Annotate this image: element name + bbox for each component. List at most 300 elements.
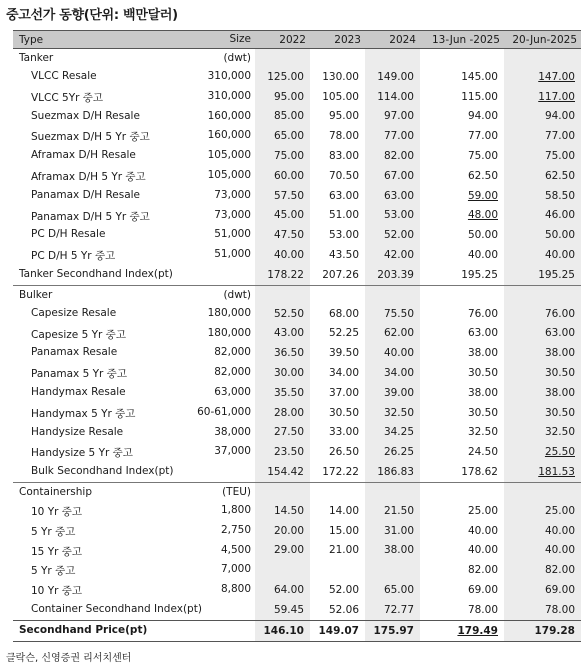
table-row [13, 126, 581, 146]
value-text: 145.00 [461, 70, 498, 83]
value-cell [504, 560, 581, 580]
table-row [13, 186, 581, 206]
table-row [13, 343, 581, 363]
value-text: 38.00 [544, 386, 575, 399]
value-text: 62.50 [544, 169, 575, 182]
value-cell [420, 600, 504, 620]
value-cell [255, 560, 310, 580]
value-text: 114.00 [377, 90, 414, 103]
value-text: 82.00 [383, 150, 414, 163]
value-cell [310, 403, 365, 423]
value-cell [504, 206, 581, 226]
value-text: 43.00 [273, 327, 304, 340]
value-cell [420, 245, 504, 265]
table-row [13, 245, 581, 265]
vessel-type: 15 Yr 중고 [31, 545, 83, 558]
value-cell [310, 580, 365, 600]
value-cell [255, 343, 310, 363]
empty-cell [365, 482, 420, 501]
value-text: 78.00 [467, 603, 498, 616]
value-cell [504, 383, 581, 403]
value-cell [504, 403, 581, 423]
table-row [13, 403, 581, 423]
value-cell [420, 580, 504, 600]
empty-cell [420, 285, 504, 304]
value-cell [504, 580, 581, 600]
table-title: 중고선가 동향(단위: 백만달러) [6, 8, 178, 23]
table-body [13, 49, 581, 642]
row-label-cell [13, 146, 255, 166]
table-row [13, 383, 581, 403]
value-text: 68.00 [328, 307, 359, 320]
total-label-cell [13, 620, 255, 641]
value-text: 75.00 [467, 150, 498, 163]
section-label-cell [13, 49, 255, 68]
vessel-type: Panamax D/H 5 Yr 중고 [31, 210, 150, 223]
value-cell [365, 225, 420, 245]
value-cell [310, 620, 365, 641]
value-text: 25.00 [467, 504, 498, 517]
value-text: 203.39 [377, 268, 414, 281]
vessel-type: PC D/H Resale [31, 228, 106, 241]
value-cell [310, 245, 365, 265]
value-cell [420, 206, 504, 226]
table-row [13, 206, 581, 226]
row-label-cell [13, 403, 255, 423]
vessel-size: 73,000 [214, 208, 251, 221]
value-cell [310, 206, 365, 226]
value-cell [420, 67, 504, 87]
value-cell [504, 324, 581, 344]
row-label-cell [13, 304, 255, 324]
value-text: 40.00 [467, 524, 498, 537]
value-text: 105.00 [322, 90, 359, 103]
value-cell [504, 245, 581, 265]
value-cell [310, 541, 365, 561]
value-text: 34.00 [328, 367, 359, 380]
value-text: 32.50 [544, 426, 575, 439]
row-label-cell [13, 186, 255, 206]
value-text: 58.50 [544, 189, 575, 202]
value-cell [420, 107, 504, 127]
empty-cell [365, 49, 420, 68]
value-text: 15.00 [328, 524, 359, 537]
vessel-type: Suezmax D/H Resale [31, 109, 140, 122]
section-unit: (dwt) [223, 52, 251, 64]
value-cell [420, 462, 504, 482]
value-cell [420, 620, 504, 641]
value-cell [365, 423, 420, 443]
section-row-tanker [13, 49, 581, 68]
value-cell [255, 265, 310, 285]
empty-cell [255, 482, 310, 501]
value-cell [504, 600, 581, 620]
vessel-size: 180,000 [207, 306, 251, 319]
value-text: 78.00 [544, 603, 575, 616]
value-text: 32.50 [383, 406, 414, 419]
value-text: 40.00 [273, 249, 304, 262]
value-text: 37.00 [328, 386, 359, 399]
value-cell [365, 245, 420, 265]
vessel-type: VLCC Resale [31, 70, 97, 82]
value-cell [255, 442, 310, 462]
vessel-type: 5 Yr 중고 [31, 565, 76, 578]
table-row [13, 560, 581, 580]
header-type [13, 31, 255, 49]
value-cell [255, 166, 310, 186]
value-text: 69.00 [467, 584, 498, 597]
vessel-type: Aframax D/H Resale [31, 149, 136, 162]
value-cell [420, 186, 504, 206]
value-cell [255, 501, 310, 521]
value-text: 14.50 [273, 504, 304, 517]
value-cell [365, 580, 420, 600]
row-label-cell [13, 324, 255, 344]
row-label-cell [13, 245, 255, 265]
value-cell [255, 521, 310, 541]
value-text: 30.50 [467, 406, 498, 419]
value-text: 70.50 [328, 169, 359, 182]
value-cell [420, 265, 504, 285]
value-cell [255, 620, 310, 641]
header-date-curr: 20-Jun-2025 [504, 31, 581, 49]
index-label: Bulk Secondhand Index(pt) [31, 465, 174, 478]
value-cell [365, 363, 420, 383]
header-year-2024: 2024 [365, 31, 420, 49]
value-text: 72.77 [383, 603, 414, 616]
value-cell [365, 166, 420, 186]
header-type-label: Type [19, 33, 44, 46]
row-label-cell [13, 580, 255, 600]
section-label: Tanker [19, 52, 54, 64]
value-cell [365, 521, 420, 541]
value-cell [365, 343, 420, 363]
value-cell [365, 186, 420, 206]
vessel-size: 1,800 [220, 503, 251, 516]
value-text: 21.50 [383, 504, 414, 517]
value-text: 60.00 [273, 169, 304, 182]
value-text: 130.00 [322, 70, 359, 83]
value-text: 30.50 [544, 367, 575, 380]
value-cell [255, 225, 310, 245]
value-cell [310, 87, 365, 107]
value-text: 146.10 [263, 624, 304, 637]
value-cell [255, 324, 310, 344]
index-row-tanker [13, 265, 581, 285]
vessel-type: Handysize 5 Yr 중고 [31, 447, 133, 460]
value-cell [255, 126, 310, 146]
value-cell [504, 521, 581, 541]
vessel-size: 82,000 [214, 346, 251, 359]
value-cell [310, 107, 365, 127]
vessel-type: Capesize Resale [31, 306, 117, 319]
value-cell [310, 126, 365, 146]
value-text: 39.50 [328, 347, 359, 360]
index-label: Tanker Secondhand Index(pt) [19, 267, 173, 280]
value-text: 115.00 [461, 90, 498, 103]
value-text: 95.00 [328, 110, 359, 123]
vessel-size: 51,000 [214, 248, 251, 261]
value-cell [310, 383, 365, 403]
value-text: 77.00 [544, 130, 575, 143]
value-text: 38.00 [383, 544, 414, 557]
section-label: Bulker [19, 288, 53, 301]
value-text: 52.06 [328, 603, 359, 616]
value-cell [310, 146, 365, 166]
header-year-2022: 2022 [255, 31, 310, 49]
value-text: 62.00 [383, 327, 414, 340]
value-text: 29.00 [273, 544, 304, 557]
value-cell [420, 126, 504, 146]
table-row [13, 225, 581, 245]
value-text: 30.50 [544, 406, 575, 419]
value-text: 31.00 [383, 524, 414, 537]
value-text: 76.00 [544, 307, 575, 320]
vessel-type: PC D/H 5 Yr 중고 [31, 250, 116, 263]
value-cell [365, 67, 420, 87]
value-cell [504, 363, 581, 383]
value-cell [365, 560, 420, 580]
value-text: 39.00 [383, 386, 414, 399]
value-text: 43.50 [328, 249, 359, 262]
value-text: 179.49 [457, 624, 498, 637]
value-text: 64.00 [273, 584, 304, 597]
index-label-cell [13, 600, 255, 620]
row-label-cell [13, 166, 255, 186]
empty-cell [504, 482, 581, 501]
value-text: 47.50 [273, 229, 304, 242]
row-label-cell [13, 126, 255, 146]
vessel-size: 105,000 [207, 149, 251, 162]
value-cell [420, 383, 504, 403]
row-label-cell [13, 560, 255, 580]
table-row [13, 107, 581, 127]
value-cell [420, 304, 504, 324]
value-cell [420, 541, 504, 561]
value-cell [365, 403, 420, 423]
value-text: 24.50 [467, 446, 498, 459]
value-text: 52.25 [328, 327, 359, 340]
value-cell [310, 186, 365, 206]
row-label-cell [13, 363, 255, 383]
empty-cell [310, 482, 365, 501]
value-cell [310, 501, 365, 521]
value-text: 125.00 [267, 70, 304, 83]
value-cell [310, 304, 365, 324]
section-label: Containership [19, 485, 93, 498]
value-cell [365, 383, 420, 403]
value-text: 26.25 [383, 446, 414, 459]
empty-cell [365, 285, 420, 304]
value-cell [420, 521, 504, 541]
value-cell [310, 521, 365, 541]
value-text: 40.00 [544, 524, 575, 537]
value-cell [365, 265, 420, 285]
value-text: 117.00 [538, 90, 575, 103]
index-row-bulker [13, 462, 581, 482]
value-text: 82.00 [544, 564, 575, 577]
header-row [13, 31, 581, 49]
value-cell [255, 403, 310, 423]
table-row [13, 87, 581, 107]
table-row [13, 442, 581, 462]
value-text: 77.00 [383, 130, 414, 143]
value-cell [310, 324, 365, 344]
value-cell [365, 304, 420, 324]
value-text: 94.00 [467, 110, 498, 123]
value-cell [255, 580, 310, 600]
vessel-type: Handymax Resale [31, 385, 126, 398]
value-text: 25.00 [544, 504, 575, 517]
value-cell [365, 462, 420, 482]
value-cell [420, 501, 504, 521]
value-cell [255, 206, 310, 226]
row-label-cell [13, 423, 255, 443]
value-cell [310, 423, 365, 443]
value-cell [255, 245, 310, 265]
value-cell [504, 620, 581, 641]
vessel-size: 310,000 [207, 70, 251, 82]
value-cell [504, 343, 581, 363]
value-cell [504, 265, 581, 285]
empty-cell [310, 49, 365, 68]
vessel-type: Panamax D/H Resale [31, 188, 141, 201]
value-cell [420, 324, 504, 344]
vessel-size: 4,500 [220, 543, 251, 556]
value-text: 186.83 [377, 466, 414, 479]
section-label-cell [13, 285, 255, 304]
value-text: 21.00 [328, 544, 359, 557]
vessel-type: VLCC 5Yr 중고 [31, 91, 104, 104]
empty-cell [504, 285, 581, 304]
value-text: 45.00 [273, 209, 304, 222]
value-cell [365, 206, 420, 226]
row-label-cell [13, 383, 255, 403]
vessel-size: 51,000 [214, 228, 251, 241]
value-cell [310, 442, 365, 462]
value-text: 75.00 [273, 150, 304, 163]
value-text: 53.00 [328, 229, 359, 242]
section-row-bulker [13, 285, 581, 304]
vessel-type: 10 Yr 중고 [31, 585, 83, 598]
value-text: 172.22 [322, 466, 359, 479]
value-cell [504, 442, 581, 462]
header-date-prev: 13-Jun -2025 [420, 31, 504, 49]
table-row [13, 324, 581, 344]
value-cell [504, 126, 581, 146]
table-row [13, 304, 581, 324]
vessel-type: Suezmax D/H 5 Yr 중고 [31, 131, 150, 144]
value-text: 154.42 [267, 466, 304, 479]
value-cell [420, 146, 504, 166]
value-cell [365, 107, 420, 127]
value-text: 181.53 [538, 466, 575, 479]
value-cell [365, 324, 420, 344]
vessel-size: 160,000 [207, 129, 251, 142]
secondhand-price-table [13, 30, 581, 642]
value-text: 34.00 [383, 367, 414, 380]
value-cell [255, 67, 310, 87]
value-text: 85.00 [273, 110, 304, 123]
value-text: 40.00 [467, 544, 498, 557]
value-cell [504, 501, 581, 521]
value-text: 46.00 [544, 209, 575, 222]
table-row [13, 541, 581, 561]
vessel-size: 73,000 [214, 188, 251, 201]
vessel-size: 82,000 [214, 366, 251, 379]
value-text: 57.50 [273, 189, 304, 202]
index-label-cell [13, 462, 255, 482]
value-text: 63.00 [544, 327, 575, 340]
value-text: 69.00 [544, 584, 575, 597]
vessel-size: 8,800 [220, 583, 251, 596]
value-cell [255, 304, 310, 324]
vessel-size: 7,000 [220, 563, 251, 576]
row-label-cell [13, 541, 255, 561]
value-cell [310, 225, 365, 245]
value-cell [504, 225, 581, 245]
value-cell [365, 541, 420, 561]
value-text: 195.25 [461, 268, 498, 281]
value-text: 63.00 [467, 327, 498, 340]
value-cell [255, 383, 310, 403]
value-cell [420, 225, 504, 245]
value-cell [255, 462, 310, 482]
value-text: 23.50 [273, 446, 304, 459]
value-text: 42.00 [383, 249, 414, 262]
empty-cell [420, 49, 504, 68]
value-cell [420, 560, 504, 580]
value-text: 40.00 [544, 249, 575, 262]
value-cell [255, 600, 310, 620]
value-text: 76.00 [467, 307, 498, 320]
value-cell [420, 363, 504, 383]
total-label: Secondhand Price(pt) [19, 623, 148, 636]
vessel-size: 63,000 [214, 385, 251, 398]
value-cell [255, 87, 310, 107]
value-cell [420, 442, 504, 462]
value-cell [420, 343, 504, 363]
value-text: 195.25 [538, 268, 575, 281]
value-text: 52.50 [273, 307, 304, 320]
value-text: 149.07 [318, 624, 359, 637]
value-cell [365, 442, 420, 462]
value-cell [504, 462, 581, 482]
header-year-2023: 2023 [310, 31, 365, 49]
vessel-size: 2,750 [220, 523, 251, 536]
vessel-type: Handymax 5 Yr 중고 [31, 407, 136, 420]
value-text: 50.00 [544, 229, 575, 242]
source-note: 클락슨, 신영증권 리서치센터 [6, 653, 132, 664]
value-text: 67.00 [383, 169, 414, 182]
value-text: 59.45 [273, 603, 304, 616]
value-text: 77.00 [467, 130, 498, 143]
value-cell [420, 423, 504, 443]
empty-cell [255, 49, 310, 68]
value-text: 94.00 [544, 110, 575, 123]
value-text: 178.22 [267, 268, 304, 281]
value-text: 95.00 [273, 90, 304, 103]
value-text: 30.00 [273, 367, 304, 380]
value-text: 20.00 [273, 524, 304, 537]
value-text: 38.00 [467, 347, 498, 360]
value-cell [310, 67, 365, 87]
value-cell [365, 126, 420, 146]
value-text: 48.00 [467, 209, 498, 222]
value-cell [504, 304, 581, 324]
value-cell [310, 363, 365, 383]
value-cell [310, 166, 365, 186]
